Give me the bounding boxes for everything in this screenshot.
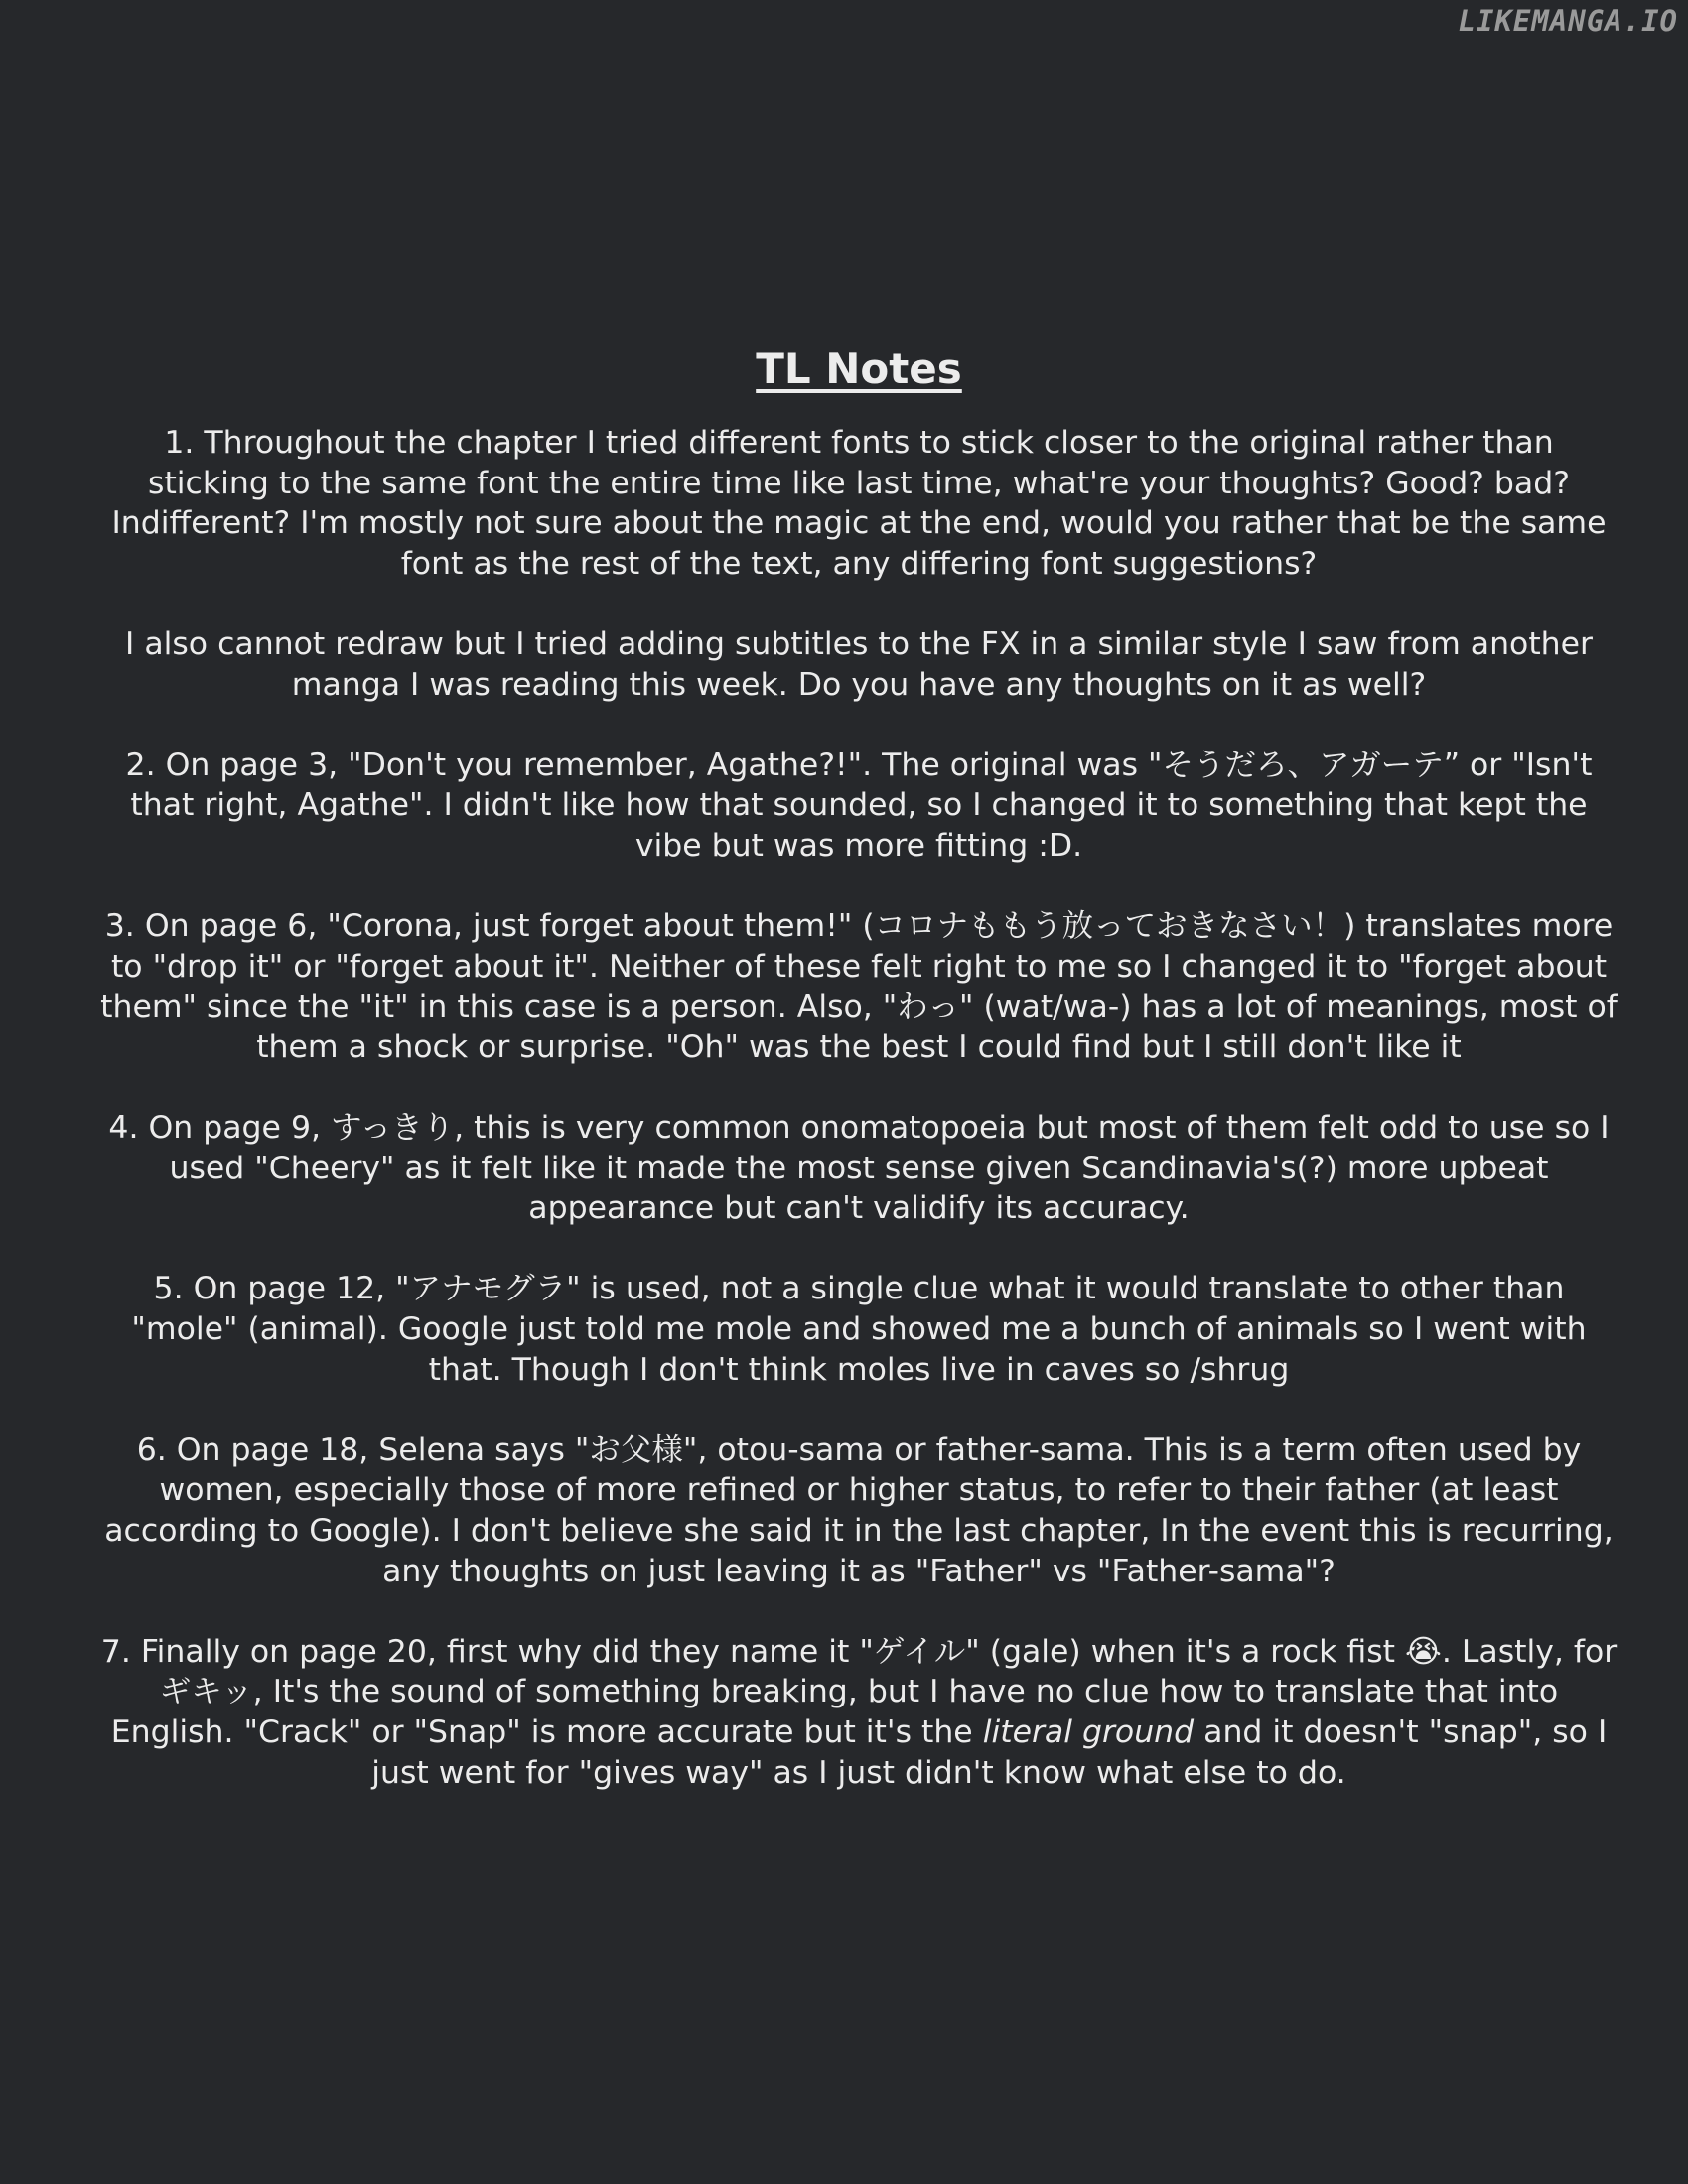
- page-title: TL Notes: [756, 344, 962, 393]
- site-watermark: LIKEMANGA.IO: [1458, 4, 1678, 38]
- note-paragraph-2: 2. On page 3, "Don't you remember, Agathe?!". The original was "そうだろ、アガーテ” or "Isn't that right, Agathe". I didn't like how that sounded, so I changed it to something that kept the vibe but was more fitting :D.: [125, 747, 1593, 864]
- note-paragraph-6: 6. On page 18, Selena says "お父様", otou-sama or father-sama. This is a term often used by women, especially those of more refined or higher status, to refer to their father (at least according to Google). I don't believe she said it in the last chapter, In the event this is recurring, any thoughts on just leaving it as "Father" vs "Father-sama"?: [104, 1432, 1614, 1589]
- tl-notes-section: [99, 338, 1618, 1834]
- note-7-italic-phrase: literal ground: [982, 1714, 1195, 1750]
- note-paragraph-1b: I also cannot redraw but I tried adding subtitles to the FX in a similar style I saw from another manga I was reading this week. Do you have any thoughts on it as well?: [125, 625, 1593, 703]
- note-paragraph-3: 3. On page 6, "Corona, just forget about them!" (コロナももう放っておきなさい！) translates more to "drop it" or "forget about it". Neither of these felt right to me so I changed it to "forget about them" since the "it" in this case is a person. Also, "わっ" (wat/wa-) has a lot of meanings, most of them a shock or surprise. "Oh" was the best I could find but I still don't like it: [100, 908, 1618, 1065]
- note-paragraph-5: 5. On page 12, "アナモグラ" is used, not a single clue what it would translate to other than "mole" (animal). Google just told me mole and showed me a bunch of animals so I went with that. Though I don't think moles live in caves so /shrug: [131, 1271, 1587, 1388]
- note-paragraph-1: 1. Throughout the chapter I tried different fonts to stick closer to the original rather than sticking to the same font the entire time like last time, what're your thoughts? Good? bad? Indifferent? I'm mostly not sure about the magic at the end, would you rather that be the same font as the rest of the text, any differing font suggestions?: [111, 425, 1607, 582]
- note-paragraph-7: [99, 1632, 1618, 1793]
- note-7-text-start: 7. Finally on page 20, first why did they name it "ゲイル" (gale) when it's a rock fist 😭. Lastly, for ギキッ, It's the sound of something breaking, but I have no clue how to translate that into English. "Crack" or "Snap" is more accurate but it's the: [100, 1633, 1618, 1750]
- note-7-text-end: and it doesn't "snap", so I just went for "gives way" as I just didn't know what else to do.: [371, 1714, 1608, 1791]
- note-paragraph-4: 4. On page 9, すっきり, this is very common onomatopoeia but most of them felt odd to use so I used "Cheery" as it felt like it made the most sense given Scandinavia's(?) more upbeat appearance but can't validify its accuracy.: [108, 1110, 1610, 1227]
